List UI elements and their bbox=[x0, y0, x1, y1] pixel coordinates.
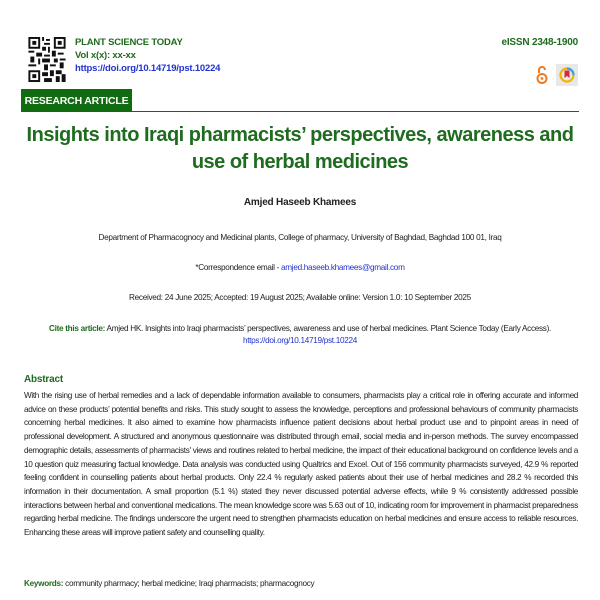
cite-doi-link[interactable]: https://doi.org/10.14719/pst.10224 bbox=[242, 336, 358, 345]
citation bbox=[20, 323, 580, 347]
header-divider bbox=[21, 111, 579, 112]
abstract-body: With the rising use of herbal remedies and a lack of dependable information available to consumers, pharmacists play a critical role in offering accurate and informed advice on these products’ potential benefits and risks. This study sought to assess the knowledge, perceptions and professional behaviours of community pharmacists concerning herbal medicines. It also aimed to examine how pharmacists influence patient decisions about herbal product use and to pinpoint areas in need of professional development. A structured and anonymous questionnaire was distributed through email, social media and in-person methods. The survey encompassed demographic details, assessments of pharmacists' views and routines related to herbal medicine, the impact of their educational background on confidence levels and a 10 question quiz measuring factual knowledge. Data analysis was conducted using Qualtrics and Excel. Out of 156 community pharmacists surveyed, 42.9 % reported feeling confident in counselling patients about herbal products. Only 22.4 % regularly asked patients about their use of herbal medicines and 28.2 % recorded this information in their documentation. A small proportion (5.1 %) stated they never discussed potential adverse effects, while 9 % consistently addressed possible interactions between herbal and conventional medications. The mean knowledge score was 5.63 out of 10, indicating room for improvement in pharmacist preparedness regarding herbal medicine. The findings underscore the urgent need to strengthen pharmacists education on herbal medicines and ensure access to reliable resources. Enhancing these areas will improve patient safety and counselling quality. bbox=[24, 391, 578, 538]
correspondence-email-link[interactable]: amjed.haseeb.khamees@gmail.com bbox=[281, 263, 405, 272]
crossmark-badge[interactable] bbox=[556, 64, 578, 86]
badges bbox=[536, 64, 578, 86]
correspondence bbox=[0, 263, 600, 272]
crossmark-icon bbox=[559, 67, 575, 83]
qr-code-icon[interactable] bbox=[28, 37, 66, 82]
keywords-label: Keywords: bbox=[24, 579, 64, 588]
cite-label: Cite this article: bbox=[49, 324, 106, 333]
journal-name: PLANT SCIENCE TODAY bbox=[75, 37, 183, 48]
keywords bbox=[24, 579, 314, 588]
journal-header bbox=[0, 0, 600, 120]
author-name: Amjed Haseeb Khamees bbox=[243, 197, 357, 208]
correspondence-label: *Correspondence email - bbox=[195, 263, 282, 272]
abstract-heading: Abstract bbox=[24, 374, 63, 385]
article-type-banner: RESEARCH ARTICLE bbox=[21, 89, 132, 112]
publication-dates: Received: 24 June 2025; Accepted: 19 August 2025; Available online: Version 1.0: 10 September 2025 bbox=[129, 293, 471, 302]
doi-link[interactable]: https://doi.org/10.14719/pst.10224 bbox=[75, 63, 221, 74]
affiliation: Department of Pharmacognocy and Medicinal plants, College of pharmacy, University of Baghdad, Baghdad 100 01, Iraq bbox=[98, 233, 502, 242]
article-title: Insights into Iraqi pharmacists’ perspectives, awareness and use of herbal medicines bbox=[26, 124, 574, 173]
eissn: eISSN 2348-1900 bbox=[501, 37, 578, 48]
journal-meta bbox=[75, 36, 220, 75]
keywords-list: community pharmacy; herbal medicine; Iraqi pharmacists; pharmacognocy bbox=[63, 579, 315, 588]
cite-text: Amjed HK. Insights into Iraqi pharmacists’ perspectives, awareness and use of herbal medicines. Plant Science Today (Early Access). bbox=[105, 324, 551, 333]
journal-volume: Vol x(x): xx-xx bbox=[75, 50, 136, 61]
open-access-icon[interactable] bbox=[536, 65, 548, 85]
